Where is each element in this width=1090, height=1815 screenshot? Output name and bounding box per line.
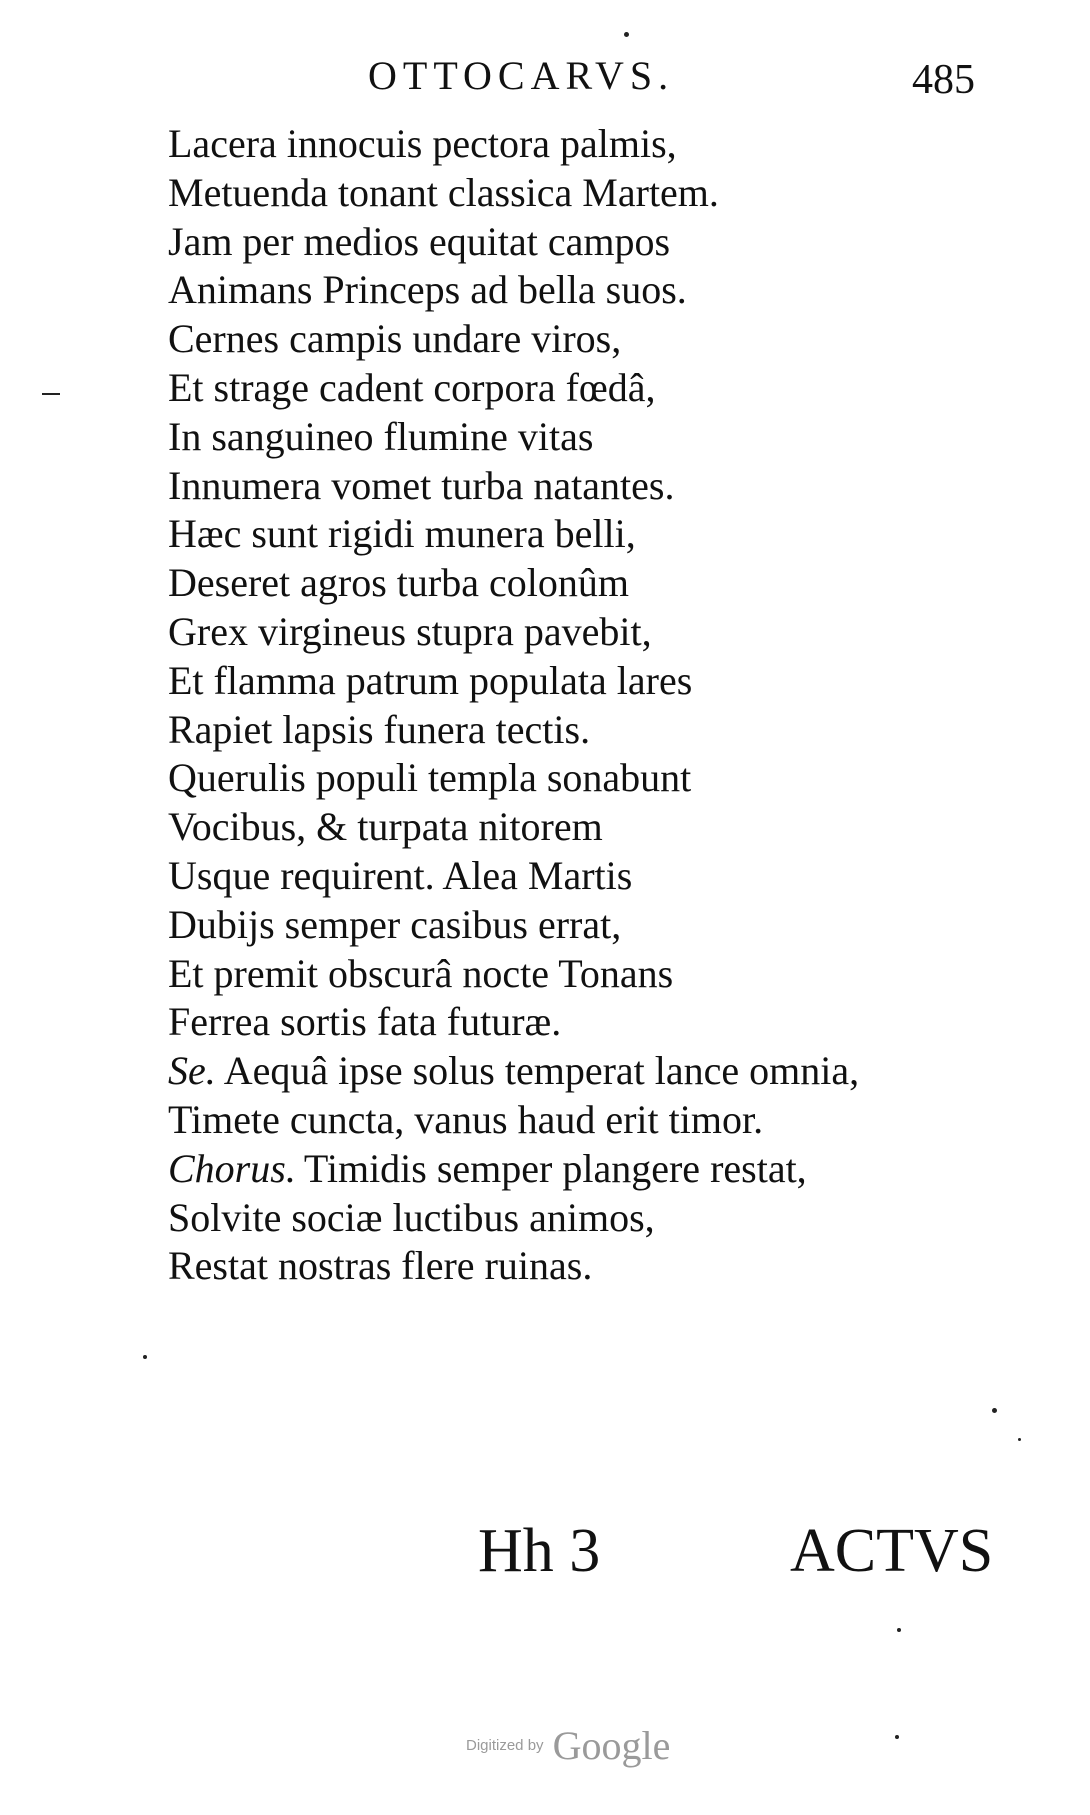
verse-line-text: Dubijs semper casibus errat, <box>168 901 622 947</box>
watermark-brand: Google <box>552 1723 671 1768</box>
verse-line <box>168 1047 988 1096</box>
verse-line <box>168 413 988 462</box>
verse-line-text: Cernes campis undare viros, <box>168 316 622 362</box>
verse-line-text: Querulis populi templa sonabunt <box>168 755 692 801</box>
verse-line <box>168 120 988 169</box>
verse-line <box>168 559 988 608</box>
speaker-label: Chorus. <box>168 1145 296 1191</box>
verse-line-text: Restat nostras flere ruinas. <box>168 1243 593 1289</box>
verse-line <box>168 803 988 852</box>
verse-line <box>168 852 988 901</box>
verse-line <box>168 218 988 267</box>
verse-line <box>168 901 988 950</box>
verse-line <box>168 364 988 413</box>
verse-line <box>168 1145 988 1194</box>
verse-line-text: Lacera innocuis pectora palmis, <box>168 121 677 166</box>
scan-speck <box>143 1355 147 1359</box>
verse-line <box>168 169 988 218</box>
verse-line <box>168 754 988 803</box>
verse-line <box>168 998 988 1047</box>
verse-line-text: Vocibus, & turpata nitorem <box>168 804 603 850</box>
catchword: ACTVS <box>790 1517 994 1585</box>
digitization-watermark <box>466 1722 670 1769</box>
verse-line-text: Rapiet lapsis funera tectis. <box>168 706 591 752</box>
verse-line-text: Animans Princeps ad bella suos. <box>168 267 687 313</box>
scan-speck <box>897 1628 901 1632</box>
verse-line <box>168 608 988 657</box>
scan-speck <box>624 32 629 37</box>
verse-line-text: In sanguineo flumine vitas <box>168 413 594 459</box>
verse-line-text: Hæc sunt rigidi munera belli, <box>168 511 636 557</box>
verse-line-text: Et premit obscurâ nocte Tonans <box>168 950 674 996</box>
signature-mark: Hh 3 <box>478 1517 601 1585</box>
verse-line-text: Aequâ ipse solus temperat lance omnia, <box>223 1048 860 1094</box>
page-number: 485 <box>912 57 975 103</box>
verse-line <box>168 950 988 999</box>
verse-line <box>168 510 988 559</box>
verse-line <box>168 266 988 315</box>
verse-line-text: Usque requirent. Alea Martis <box>168 852 633 898</box>
scan-speck <box>992 1408 997 1413</box>
verse-line-text: Metuenda tonant classica Martem. <box>168 169 719 215</box>
speaker-label: Se. <box>168 1048 216 1094</box>
verse-line-text: Timidis semper plangere restat, <box>303 1145 807 1191</box>
running-head: OTTOCARVS. <box>368 53 675 98</box>
scan-speck <box>1018 1438 1021 1441</box>
verse-line-text: Solvite sociæ luctibus animos, <box>168 1194 655 1240</box>
verse-line-text: Et strage cadent corpora fœdâ, <box>168 364 656 410</box>
watermark-prefix: Digitized by <box>466 1737 544 1754</box>
verse-line-text: Grex virgineus stupra pavebit, <box>168 608 652 654</box>
verse-line <box>168 1242 988 1291</box>
verse-line-text: Et flamma patrum populata lares <box>168 657 693 703</box>
verse-line <box>168 1194 988 1243</box>
verse-line <box>168 706 988 755</box>
scan-speck <box>42 393 60 395</box>
verse-line-text: Innumera vomet turba natantes. <box>168 462 675 508</box>
verse-line-text: Deseret agros turba colonûm <box>168 560 629 606</box>
verse-block <box>168 120 988 1291</box>
verse-line-text: Ferrea sortis fata futuræ. <box>168 999 562 1045</box>
verse-line-text: Jam per medios equitat campos <box>168 218 671 264</box>
verse-line <box>168 462 988 511</box>
verse-line <box>168 315 988 364</box>
verse-line-text: Timete cuncta, vanus haud erit timor. <box>168 1096 764 1142</box>
verse-line <box>168 1096 988 1145</box>
verse-line <box>168 657 988 706</box>
scan-speck <box>895 1735 899 1739</box>
